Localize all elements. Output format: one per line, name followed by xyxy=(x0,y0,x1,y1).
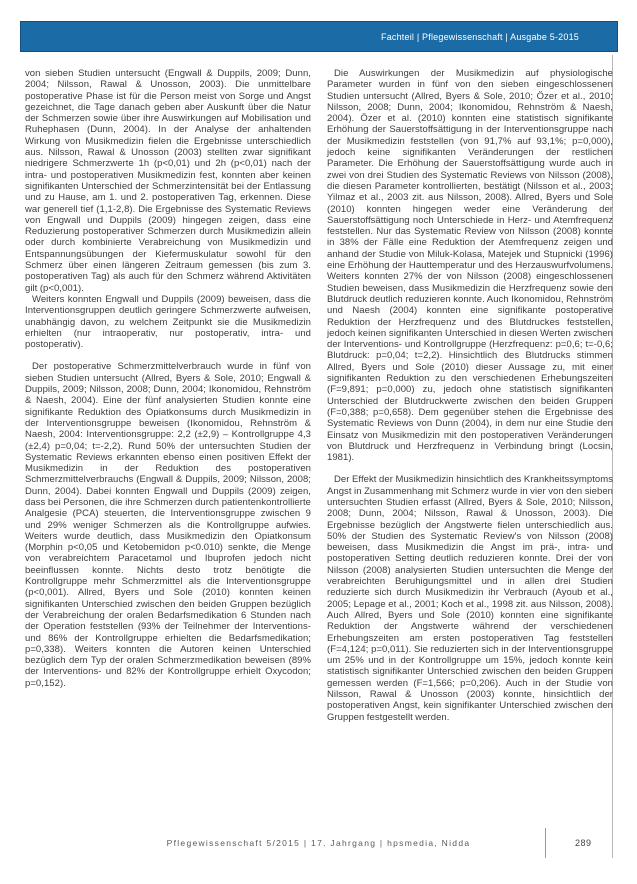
footer-journal-line: Pflegewissenschaft 5/2015 | 17. Jahrgang | hpsmedia, Nidda xyxy=(166,838,471,848)
article-body xyxy=(25,68,613,723)
header-title: Fachteil | Pflegewissenschaft | Ausgabe 5-2015 xyxy=(381,31,579,42)
header-bar xyxy=(20,21,618,52)
paragraph-right-1: Die Auswirkungen der Musikmedizin auf physiologische Parameter wurden in fünf von den sieben eingeschlossenen Studien untersucht (Allred, Byers & Sole, 2010; Özer et al., 2010; Nilsson, 2008; Dunn, 2004; Ikonomidou, Rehnström & Naesh, 2004). Özer et al. (2010) konnten eine statistisch signifikante Erhöhung der Sauerstoffsättigung in der Interventionsgruppe nach der Musikmedizin feststellen (von 91,7% auf 93,1%; p=0,000), jedoch keine signifikanten Veränderungen der restlichen Parameter. Die Erhöhung der Sauerstoffsättigung wurde auch in zwei von drei Studien des Systematic Reviews von Nilsson (2008), die diesen Parameter kontrollierten, bestätigt (Nilsson et al., 2003; Yilmaz et al., 2003 zit. aus Nilsson, 2008). Allred, Byers und Sole (2010) konnten hingegen weder eine Veränderung der Sauerstoffsättigung noch Unterschiede in Herz- und Atemfrequenz feststellen. Nur das Systematic Review von Nilsson (2008) konnte in 38% der Fälle eine Reduktion der Atemfrequenz zeigen und anhand der Studie von Miluk-Kolasa, Matejek und Stupnicki (1996) eine Erhöhung der Hauttemperatur und des Herzauswurfvolumens. Weiters konnten 27% der von Nilsson (2008) eingeschlossenen Studien beweisen, dass Musikmedizin die Herzfrequenz sowie den Blutdruck deutlich reduzieren konnte. Auch Ikonomidou, Rehnström und Naesh (2004) konnten eine signifikante postoperative Reduktion der Herzfrequenz und des Blutdruckes feststellen, jedoch keinen signifikanten Unterschied in diesen Werten zwischen der Interventions- und Kontrollgruppe (Herzfrequenz: p=0,6; t=-0,6; Blutdruck: p=0,04; t=2,2). Hinsichtlich des Blutdrucks stimmen Allred, Byers und Sole (2010) dieser Aussage zu, mit einer signifikanten Reduktion zu den verschiedenen Erhebungszeiten (F=9,891; p=0,000) zu, jedoch ohne statistisch signifikanten Unterschied der Blutdruckwerte zwischen den beiden Gruppen (F=0,388; p=0,658). Dem gegenüber stehen die Ergebnisse des Systematic Reviews von Dunn (2004), in dem nur eine Studie den Einsatz von Musikmedizin mit den postoperativen Veränderungen von Blutdruck und Herzfrequenz in Verbindung bringt (Locsin, 1981). xyxy=(327,68,613,464)
paragraph-right-2: Der Effekt der Musikmedizin hinsichtlich des Krankheitssymptoms Angst in Zusammenhang mit Schmerz wurde in vier von den sieben untersuchten Studien erfasst (Allred, Byers & Sole, 2010; Nilsson, 2008; Dunn, 2004; Nilsson, Rawal & Unosson, 2003). Die Ergebnisse bezüglich der Angstwerte fielen unterschiedlich aus. 50% der Studien des Systematic Review's von Nilsson (2008) beweisen, dass Musikmedizin die Angst im prä-, intra- und postoperativen Setting deutlich reduzieren konnte. Drei der von Nilsson (2008) analysierten Studien untersuchten die Menge der verabreichten Beruhigungsmittel und in allen drei Studien reduzierte sich durch Musikmedizin ihr Verbrauch (Ayoub et al., 2005; Lepage et al., 2001; Koch et al., 1998 zit. aus Nilsson, 2008). Auch Allred, Byers und Sole (2010) konnten eine signifikante Reduktion der Angstwerte während der verschiedenen Erhebungszeiten am ersten postoperativen Tag feststellen (F=4,124; p=0,011). Sie reduzierten sich in der Interventionsgruppe um 25% und in der Kontrollgruppe um 15%, jedoch konnte kein statistisch signifikanter Unterschied zwischen den beiden Gruppen gemessen werden (F=1,566; p=0,206). Auch in der Studie von Nilsson, Rawal & Unosson (2003) konnte, hinsichtlich der postoperativen Angst, kein signifikanter Unterschied zwischen den Gruppen festgestellt werden. xyxy=(327,474,613,723)
paragraph-left-1: von sieben Studien untersucht (Engwall & Duppils, 2009; Dunn, 2004; Nilsson, Rawal & Unosson, 2003). Die unmittelbare postoperative Phase ist für die Person meist von Sorge und Angst gezeichnet, die Tage danach geben aber Auskunft über die Natur der Schmerzen sowie über ihre Auswirkungen auf Mobilisation und Ruhephasen (Dunn, 2004). In der Analyse der anhaltenden Wirkung von Musikmedizin fielen die Ergebnisse unterschiedlich aus. Nilsson, Rawal & Unosson (2003) stellten zwar signifikant niedrigere Schmerzwerte 1h (p<0,01) und 2h (p<0,01) nach der intra- und postoperativen Musikmedizin fest, konnten aber keinen signifikanten Unterschied der Schmerzintensität bei der Entlassung und zu Hause, am 1. und 2. postoperativen Tag, erkennen. Diese war generell tief (1,1-2,8). Die Ergebnisse des Systematic Reviews von Engwall und Duppils (2009) hingegen zeigen, dass eine Reduzierung postoperativer Schmerzen durch Musikmedizin allein oder durch kombinierte Verabreichung von Musikmedizin und Entspannungsübungen der Kiefermuskulatur sowohl für den Schmerz über einen längeren Zeitraum gemessen (bis zum 3. postoperativen Tag) als auch für den Schmerz während Aktivitäten gilt (p<0,001). xyxy=(25,68,311,294)
left-column xyxy=(25,68,311,723)
paragraph-left-2: Weiters konnten Engwall und Duppils (2009) beweisen, dass die Interventionsgruppen deutlich geringere Schmerzwerte aufweisen, unabhängig davon, zu welchem Zeitpunkt sie die Musikmedizin erhielten (nur intraoperativ, nur postoperativ, intra- und postoperativ). xyxy=(25,293,311,351)
paragraph-left-3: Der postoperative Schmerzmittelverbrauch wurde in fünf von sieben Studien untersucht (Allred, Byers & Sole, 2010; Engwall & Duppils, 2009; Nilsson, 2008; Dunn, 2004; Ikonomidou, Rehnström & Naesh, 2004). Eine der fünf analysierten Studien konnte eine signifikante Reduktion des Opiatkonsums durch Musikmedizin in der Interventionsgruppe beweisen (Ikonomidou, Rehnström & Naesh, 2004: Interventionsgruppe: 2,2 (±2,9) – Kontrollgruppe 4,3 (±2,4) p=0,04; t=-2,2). Rund 50% der untersuchten Studien der Systematic Reviews erkannten ebenso einen positiven Effekt der Musikmedizin in der Reduktion des postoperativen Schmerzmittelverbrauchs (Engwall & Duppils, 2009; Nilsson, 2008; Dunn, 2004). Dabei konnten Engwall und Duppils (2009) zeigen, dass bei Personen, die ihre Schmerzen durch patientenkontrollierte Analgesie (PCA) steuerten, die Interventionsgruppe zwischen 9 und 29% weniger Schmerzen als die Kontrollgruppe aufwies. Weiters wurde deutlich, dass Musikmedizin den Opiatkonsum (Morphin p<0,05 und Ketobemidon p<0.010) senkte, die Menge von verabreichtem Paracetamol und Ibuprofen jedoch nicht beeinflussen konnte. Nichts desto trotz benötigte die Kontrollgruppe mehr Schmerzmittel als die Interventionsgruppe (p<0,001). Allred, Byers und Sole (2010) konnten keinen signifikanten Unterschied zwischen den beiden Gruppen bezüglich der Verabreichung der oralen Bedarfsmedikation 6 Stunden nach der Operation feststellen (93% der Teilnehmer der Interventions- und 86% der Kontrollgruppe erhielten die Bedarfsmedikation; p=0,338). Weiters konnten die Autoren keinen Unterschied bezüglich dem Typ der oralen Schmerzmedikation beweisen (89% der Interventions- und 82% der Kontrollgruppe erhielt Oxycodon; p=0,152). xyxy=(25,361,311,689)
footer-page-number: 289 xyxy=(575,838,592,848)
footer xyxy=(25,838,612,852)
footer-separator-rule xyxy=(545,828,546,858)
right-column xyxy=(327,68,613,723)
